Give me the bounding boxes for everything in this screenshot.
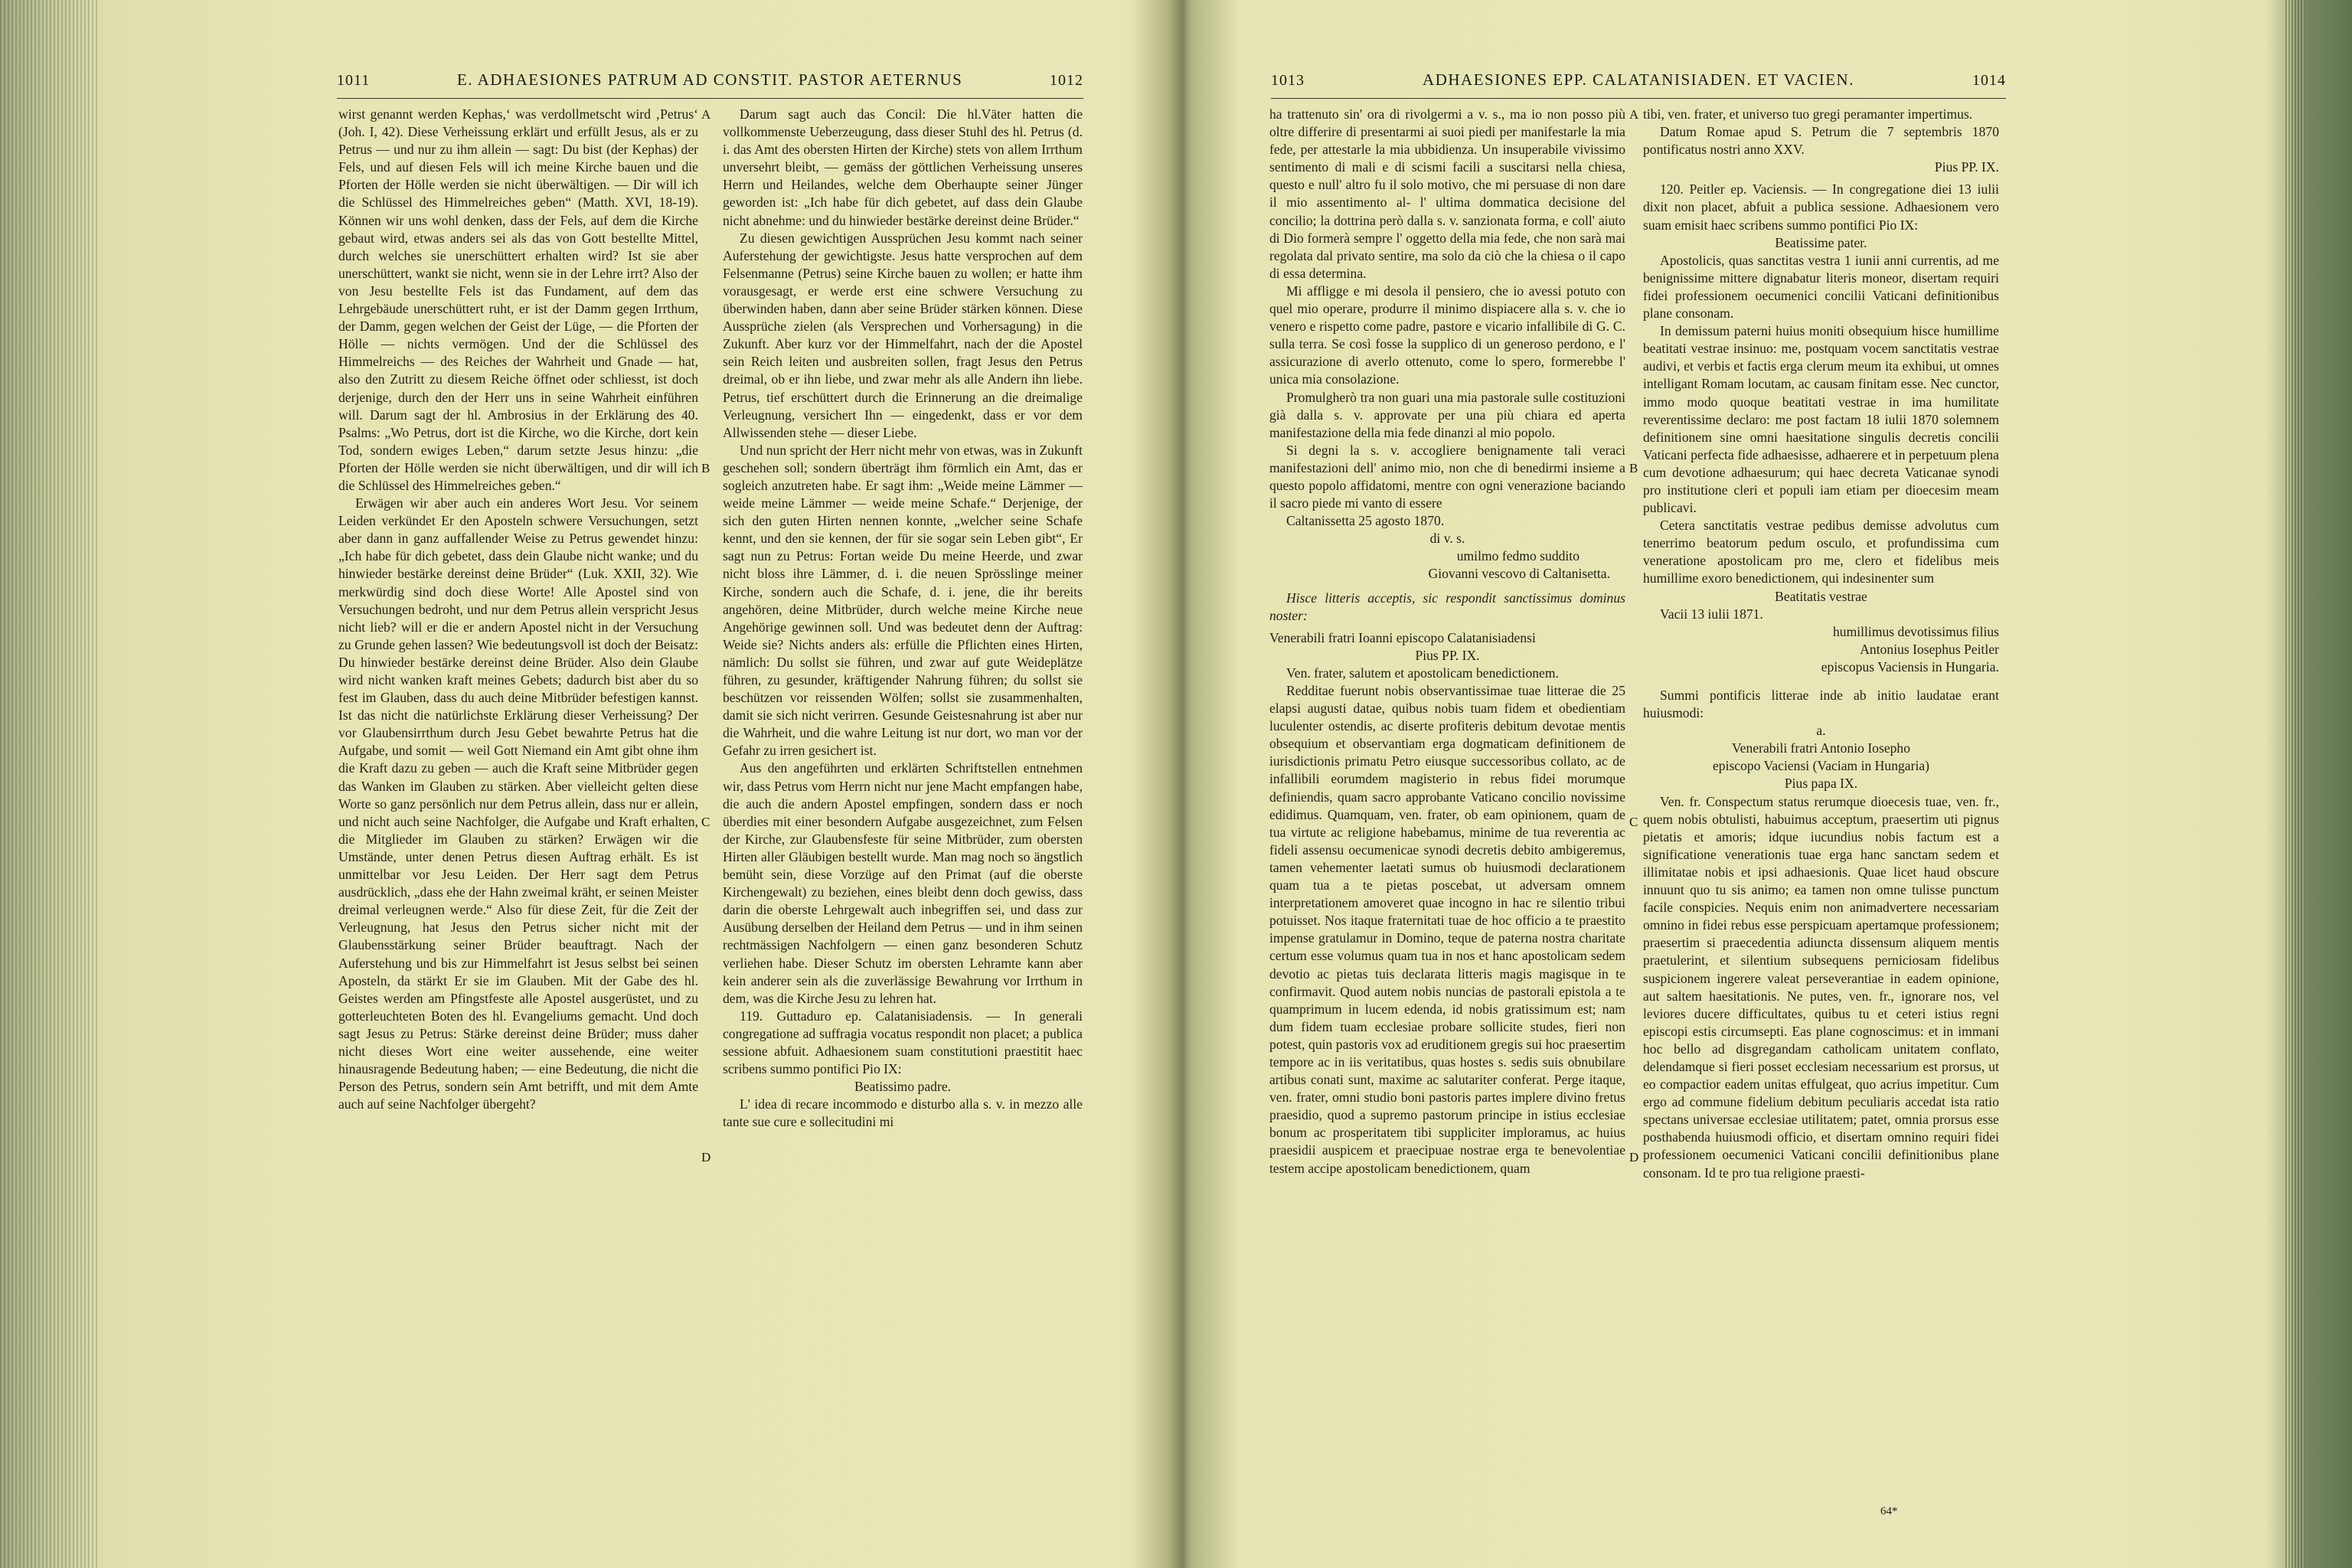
- addressee: episcopo Vaciensi (Vaciam in Hungaria): [1712, 758, 1930, 774]
- margin-letter: C: [1629, 815, 1638, 829]
- book-gutter: [1125, 0, 1240, 1568]
- paragraph: Promulgherò tra non guari una mia pastorale sulle costituzioni già dalla s. v. approvate per una più chiara ed aperta manifestazione della mia fede dinanzi al mio popolo.: [1269, 389, 1625, 440]
- margin-letter: A: [701, 107, 711, 122]
- right-page-header: [1271, 70, 2006, 90]
- left-page-column-2: [723, 106, 1083, 1545]
- running-title: E. ADHAESIONES PATRUM AD CONSTIT. PASTOR AETERNUS: [456, 70, 963, 89]
- page-number: 1014: [1972, 72, 2006, 89]
- margin-letter: B: [701, 461, 710, 475]
- section-heading-paragraph: 119. Guttaduro ep. Calatanisiadensis. — In generali congregatione ad suffragia vocatus respondit non placet; a publica sessione abfuit. Adhaesionem suam constitutioni praestitit haec scribens summo pontifici Pio IX:: [723, 1008, 1083, 1077]
- signature: episcopus Vaciensis in Hungaria.: [1821, 658, 1999, 675]
- signature: Giovanni vescovo di Caltanisetta.: [1428, 566, 1610, 582]
- right-page-edges: [2285, 0, 2305, 1568]
- paragraph: Redditae fuerunt nobis observantissimae tuae litterae die 25 elapsi augusti datae, quibus nobis tuam fidem et obedientiam luculenter ostendis, ac diserte profiteris debitum devotae mentis obsequium et observantiam erga dogmaticam definitionem de iurisdictionis primatu Petro eiusque successoribus collato, ac de infallibili eorumdem magisterio in rebus fidei morumque definiendis, quam sacro approbante Vaticano concilio novissime edidimus. Quamquam, ven. frater, ob eam opinionem, quam de tua virtute ac religione habebamus, minime de tua reverentia ac fideli assensu oecumenicae synodi decretis debito ambigeremus, tamen vehementer laetati sumus ob huiusmodi declarationem quam tua a te pietas poscebat, ut adversam omnem interpretationem amoveret quae incogno in hac re silentio tribui potuisset. Nos itaque fraternitati tuae de hoc officio a te praestito impense gratulamur in Domino, teque de paterna nostra charitate certum esse volumus quam tua in nos et hanc apostolicam sedem devotio ac pietas tuis declarata litteris magis magisque in te confirmavit. Quod autem nobis nuncias de pastorali epistola a te quamprimum in lucem edenda, id nobis gratissimum est; nam dum fidem tuam ecclesiae probare sollicite studes, fieri non potest, quin pastoris vox ad eruditionem gregis sui hoc praesertim tempore ac in iis veritatibus, quas hostes s. sedis suis obnubilare artibus conati sunt, maxime ac salutariter conferat. Perge itaque, ven. frater, omni studio boni pastoris partes implere divino fretus praesidio, quod a supremo pastorum principe in istius ecclesiae bonum ac prosperitatem tibi suppliciter imploramus, ac huius praesidii auspicem et praecipuae nostrae erga te benevolentiae testem accipe apostolicam benedictionem, quam: [1269, 683, 1625, 1176]
- italic-text: Hisce litteris acceptis, sic respondit sanctissimus dominus noster:: [1269, 590, 1625, 623]
- closing-line: humillimus devotissimus filius: [1832, 623, 1999, 639]
- paragraph: ha trattenuto sin' ora di rivolgermi a v. s., ma io non posso più oltre differire di presentarmi ai suoi piedi per manifestarle la mia fede, per attestarle la mia ubbidienza. Un insuperabile vivissimo sentimento di mali e di scismi facili a suscitarsi nella chiesa, questo e null' altro fu il solo motivo, che mi persuase di non dare il mio assentimento al- l' ultima dommatica decisione del concilio; la dottrina però dalla s. v. sanzionata forma, e coll' aiuto di Dio formerà sempre l' oggetto della mia fede, che non sarà mai regolata dal privato sentire, ma solo da ciò che la chiesa o il capo di essa determina.: [1269, 106, 1625, 281]
- signature: Antonius Iosephus Peitler: [1860, 641, 1999, 657]
- margin-letter: D: [701, 1150, 711, 1165]
- paragraph: Aus den angeführten und erklärten Schriftstellen entnehmen wir, dass Petrus vom Herrn nicht nur jene Macht empfangen habe, die auch die andern Apostel empfingen, sondern dass er noch überdies mit einer besondern Aufgabe ausgezeichnet, zum Felsen der Kirche, zur Glaubensfeste für seine Mitbrüder, zum obersten Hirten aller Gläubigen bestellt wurde. Man mag noch so ängstlich bemüht sein, diese Vorzüge auf den Primat (auf die oberste Kirchengewalt) zu beziehen, eines bleibt denn doch gewiss, dass darin die oberste Lehrgewalt auch inbegriffen sei, und dass zur Ausübung derselben der Heiland dem Petrus — und in ihm seinen rechtmässigen Nachfolgern — einen ganz besonderen Schutz verliehen habe. Dieser Schutz im obersten Lehramte kann aber kein anderer sein als die zuverlässige Bewahrung vor Irrthum in dem, was die Kirche Jesu zu lehren hat.: [723, 760, 1083, 1006]
- paragraph: tibi, ven. frater, et universo tuo gregi peramanter impertimus.: [1643, 106, 1973, 122]
- margin-letter: C: [701, 815, 710, 829]
- paragraph: Darum sagt auch das Concil: Die hl.Väter hatten die vollkommenste Ueberzeugung, dass dieser Stuhl des hl. Petrus (d. i. das Amt des obersten Hirten der Kirche) stets von allem Irrthum unversehrt bleibt, — gemäss der göttlichen Verheissung unseres Herrn und Heilandes, welche dem Oberhaupte seiner Jünger geworden ist: „Ich habe für dich gebetet, auf dass dein Glaube nicht abnehme: und du hinwieder bestärke dereinst deine Brüder.“: [723, 106, 1083, 228]
- paragraph: Und nun spricht der Herr nicht mehr von etwas, was in Zukunft geschehen soll; sondern überträgt ihm förmlich ein Amt, das er sogleich anzutreten habe. Er sagt ihm: „Weide meine Lämmer — weide meine Lämmer — weide meine Schafe.“ Derjenige, der sich den guten Hirten nennen konnte, „welcher seine Schafe kennt, und den sie kennen, der für sie sogar sein Leben gibt“, Er sagt nun zu Petrus: Fortan weide Du meine Heerde, und zwar nicht bloss ihre Lämmer, d. i. die neuen Sprösslinge meiner Kirche, sondern auch die Schafe, d. i. jene, die ihr bereits angehören, deine Mitbrüder, durch welche meine Kirche neue Angehörige gewinnen soll. Und was bedeutet denn der Auftrag: Weide sie? Nichts anders als: erfülle die Pflichten eines Hirten, nämlich: Du sollst sie führen, und zwar auf gute Weideplätze führen, zu gesunder, kräftigender Nahrung führen; du sollst sie beschützen vor reissenden Wölfen; sollst sie zusammenhalten, damit sie sich nicht verirren. Gesunde Geistesnahrung ist aber nur die Wahrheit, und die wahre Leitung ist nur dort, wo man vor der Gefahr zu irren gesichert ist.: [723, 442, 1083, 759]
- page-number: 1012: [1049, 72, 1083, 89]
- paragraph: L' idea di recare incommodo e disturbo alla s. v. in mezzo alle tante sue cure e sollecitudini mi: [723, 1096, 1083, 1130]
- dateline: Vacii 13 iulii 1871.: [1660, 606, 1763, 622]
- right-page-column-2: [1643, 106, 1999, 1545]
- sender: Pius papa IX.: [1784, 776, 1858, 792]
- signature: Pius PP. IX.: [1934, 159, 1999, 175]
- section-heading-paragraph: 120. Peitler ep. Vaciensis. — In congregatione diei 13 iulii dixit non placet, abfuit a publica sessione. Adhaesionem vero suam emisit haec scribens summo pontifici Pio IX:: [1643, 181, 1999, 233]
- left-page-edges: [0, 0, 100, 1568]
- header-rule: [1271, 98, 2006, 99]
- paragraph: Cetera sanctitatis vestrae pedibus demisse advolutus cum tenerrimo beatorum pedum osculo, et profundissima cum veneratione apostolicam pro me, clero et fidelibus meis humillime exoro benedictionem, qui indesinenter sum: [1643, 518, 1999, 586]
- italic-note: [1269, 590, 1625, 625]
- signature-mark: 64*: [1880, 1505, 1898, 1517]
- dateline: Caltanissetta 25 agosto 1870.: [1286, 513, 1445, 529]
- left-page-column-1: [338, 106, 698, 1545]
- right-page-column-1: [1269, 106, 1625, 1545]
- section-marker: a.: [1816, 723, 1826, 739]
- addressee: Venerabili fratri Antonio Iosepho: [1731, 740, 1911, 756]
- paragraph: Mi affligge e mi desola il pensiero, che io avessi potuto con quel mio operare, produrre il minimo dispiacere alla s. v. che io venero e rispetto come padre, pastore e vicario infallibile di G. C. sulla terra. Se così fosse la supplico di un generoso perdono, e l' assicurazione di averlo ottenuto, come lo spero, formerebbe l' unica mia consolazione.: [1269, 283, 1625, 387]
- salutation: Beatissime pater.: [1775, 234, 1867, 250]
- running-title: ADHAESIONES EPP. CALATANISIADEN. ET VACIEN.: [1423, 70, 1854, 89]
- paragraph: Si degni la s. v. accogliere benignamente tali veraci manifestazioni dell' animo mio, non che di benedirmi insieme a questo popolo affidatomi, mentre con ogni venerazione baciando il sacro piede mi vanto di essere: [1269, 442, 1625, 511]
- paragraph: wirst genannt werden Kephas,‘ was verdollmetscht wird ‚Petrus‘ (Joh. I, 42). Diese Verheissung erklärt und erfüllt Jesus, als er zu Petrus — und nur zu ihm allein — sagt: Du bist (der Kephas) der Fels, und auf diesen Fels will ich meine Kirche bauen und die Pforten der Hölle werden sie nicht überwältigen. — Dir will ich die Schlüssel des Himmelreiches geben“ (Matth. XVI, 18-19). Können wir uns wohl denken, dass der Fels, auf dem die Kirche gebaut wird, etwas anders sei als das von Gott bestellte Mittel, durch welches sie unerschüttert erhalten wird? Ist sie aber unerschüttert, wankt sie nicht, wenn sie in der Lehre irrt? Also der von Jesu bestellte Fels ist das Fundament, auf dem das Lehrgebäude unerschüttert ruht, er ist der Damm gegen Irrthum, der Damm, gegen welchen der Geist der Lüge, — die Pforten der Hölle — nichts vermögen. Und der die Schlüssel des Himmelreichs — des Reiches der Wahrheit und Gnade — hat, also den Zutritt zu diesem Reiche öffnet oder schliesst, ist doch derjenige, durch den der Herr uns in seine Wahrheit einführen will. Darum sagt der hl. Ambrosius in der Erklärung des 40. Psalms: „Wo Petrus, dort ist die Kirche, wo die Kirche, dort kein Tod, sondern ewiges Leben,“ darum setzte Jesus hinzu: „die Pforten der Hölle werden sie nicht überwältigen, und dir will ich die Schlüssel des Himmelreiches geben.“: [338, 106, 698, 493]
- paragraph: Ven. frater, salutem et apostolicam benedictionem.: [1286, 665, 1559, 681]
- paragraph: Ven. fr. Conspectum status rerumque dioecesis tuae, ven. fr., quem nobis obtulisti, habuimus acceptum, praesertim uti pignus pietatis et amoris; idque iucundius nobis factum est a significatione venerationis tuae erga hanc sanctam sedem et illimitatae nobis et ipsi adhaesionis. Quae licet haud obscure innuunt quo tu sis animo; ea tamen non omne tulisse punctum facile conspicies. Nequis enim non animadvertere necessariam omnino in fidei rebus esse perspicuam apertamque professionem; praesertim si praecedentia adiuncta dissensum aliquem mentis praetulerint, et silentium subsequens perniciosam fidelibus suspicionem ingerere valeat perseverantiae in eadem opinione, aut saltem haesitationis. Ne putes, ven. fr., ignorare nos, vel leviores ducere difficultates, quibus tu et ceteri istius regni episcopi estis circumsepti. Eas plane cognoscimus: et in immani hoc bello ad disgregandam catholicam unitatem conflato, delendamque si fieri posset ecclesiam necessarium est prorsus, ut eo compactior eadem unitas effulgeat, quo acrius impetitur. Cum ergo ad commune fidelium debitum peculiaris accedat ista ratio spectans universae ecclesiae utilitatem; patet, omnia prorsus esse posthabenda huiusmodi officio, et disertam omnino requiri fidei professionem oecumenici Vaticani concilii definitionibus plane consonam. Id te pro tua religione praesti-: [1643, 793, 1999, 1181]
- paragraph: Apostolicis, quas sanctitas vestra 1 iunii anni currentis, ad me benignissime mittere dignabatur literis moneor, disertam requiri fidei professionem oecumenici concilii Vaticani definitionibus plane consonam.: [1643, 252, 1999, 322]
- left-page-header: [337, 70, 1083, 90]
- margin-letter: D: [1629, 1150, 1639, 1165]
- paragraph: Zu diesen gewichtigen Aussprüchen Jesu kommt nach seiner Auferstehung der gewichtigste. Jesus hatte versprochen auf dem Felsenmanne (Petrus) seine Kirche bauen zu wollen; er hatte ihm vorausgesagt, er werde erst eine schwere Versuchung zu überwinden haben, dann aber seine Brüder stärken können. Diese Aussprüche zielen (als Versprechen und Vorhersagung) in die Zukunft. Aber kurz vor der Himmelfahrt, nach der die Apostel sein Reich leiten und ausbreiten sollen, fragt Jesus den Petrus dreimal, ob er ihn liebe, und zwar mehr als alle Andern ihn liebe. Petrus, tief erschüttert durch die Erinnerung an die dreimalige Verleugnung, versichert Ihn — eingedenkt, dass er vor dem Allwissenden stehe — dieser Liebe.: [723, 230, 1083, 440]
- paragraph: In demissum paterni huius moniti obsequium hisce humillime beatitati vestrae insinuo: me, postquam vocem sanctitatis vestrae audivi, et verbis et factis erga clerum meum ita exhibui, ut omnes intelligant Romam locutam, ac causam finitam esse. Nec cunctor, immo modo quoque beatitati vestrae in ima humilitate reverentissime declaro: me post factam 18 iulii 1870 solemnem definitionem sine omni haesitatione singulis decretis concilii Vaticani perfecta fide adhaesisse, adhaerere et in perpetuum plena cum devotione adhaesurum; qui haec decreta Vaticanae synodi pro institutione cleri et populi iam etiam per dioecesim meam publicavi.: [1643, 323, 1999, 516]
- margin-letter: B: [1629, 461, 1638, 475]
- addressee: Venerabili fratri Ioanni episcopo Calatanisiadensi: [1269, 629, 1536, 645]
- header-rule: [337, 98, 1083, 99]
- page-number: 1013: [1271, 72, 1305, 89]
- closing-line: Beatitatis vestrae: [1775, 588, 1867, 604]
- salutation: Beatissimo padre.: [854, 1079, 952, 1095]
- closing-line: di v. s.: [1429, 531, 1465, 547]
- page-number: 1011: [337, 72, 371, 89]
- paragraph: Summi pontificis litterae inde ab initio laudatae erant huiusmodi:: [1643, 688, 1999, 721]
- closing-line: umilmo fedmo suddito: [1456, 548, 1579, 564]
- paragraph: Erwägen wir aber auch ein anderes Wort Jesu. Vor seinem Leiden verkündet Er den Aposteln schwere Versuchungen, setzt aber dann in ganz auffallender Weise zu Petrus gewendet hinzu: „Ich habe für dich gebetet, dass dein Glaube nicht wanke; und du hinwieder bestärke dereinst deine Brüder“ (Luk. XXII, 32). Wie merkwürdig sind doch diese Worte! Alle Apostel sind von Versuchungen bedroht, und nur dem Petrus allein verspricht Jesus nicht lieb? will er die er andern Apostel nicht in der Versuchung zu Grunde gehen lassen? Wie bedeutungsvoll ist doch der Beisatz: Du hinwieder bestärke dereinst deine Brüder. Also dein Glaube wird nicht wanken kraft meines Gebets; dadurch bist aber du so fest im Glauben, dass du auch deine Mitbrüder befestigen kannst. Ist das nicht die natürlichste Erklärung dieser Verheissung? Der vor Glaubensirrthum durch Jesu Gebet bewahrte Petrus hat die Aufgabe, und somit — weil Gott Niemand ein Amt gibt ohne ihm die Kraft dazu zu geben — auch die Kraft seine Mitbrüder gegen das Wanken im Glauben zu stärken. Aber vielleicht gelten diese Worte so ganz persönlich nur dem Petrus allein, dass nur er allein, und nicht auch seine Nachfolger, die Aufgabe und Kraft erhalten, die Mitglieder im Glauben zu stärken? Erwägen wir die Umstände, unter denen Petrus diesen Auftrag erhält. Es ist unmittelbar vor Jesu Leiden. Der Herr sagt dem Petrus ausdrücklich, „dass ehe der Hahn zweimal kräht, er seinen Meister dreimal verleugnen werde.“ Also für diese Zeit, für die Zeit der Verleugnung, hat Jesus den Petrus sicher nicht mit der Glaubensstärkung seiner Brüder beauftragt. Nach der Auferstehung und bis zur Himmelfahrt ist Jesus selbst bei seinen Aposteln, da stärkt Er sie im Glauben. Mit der Gabe des hl. Geistes werden am Pfingstfeste alle Apostel ausgerüstet, und zu gotterleuchteten Boten des hl. Evangeliums gemacht. Und doch sagt Jesus zu Petrus: Stärke dereinst deine Brüder; muss daher nicht dieses Wort eine weiter aussehende, eine weiter hinausragende Bedeutung haben; — eine Bedeutung, die nicht die Person des Petrus, sondern sein Amt betrifft, und mit dem Amte auch auf seine Nachfolger übergeht?: [338, 495, 698, 1112]
- sender: Pius PP. IX.: [1415, 647, 1480, 663]
- margin-letter: A: [1629, 107, 1639, 122]
- dateline: Datum Romae apud S. Petrum die 7 septembris 1870 pontificatus nostri anno XXV.: [1643, 124, 1999, 158]
